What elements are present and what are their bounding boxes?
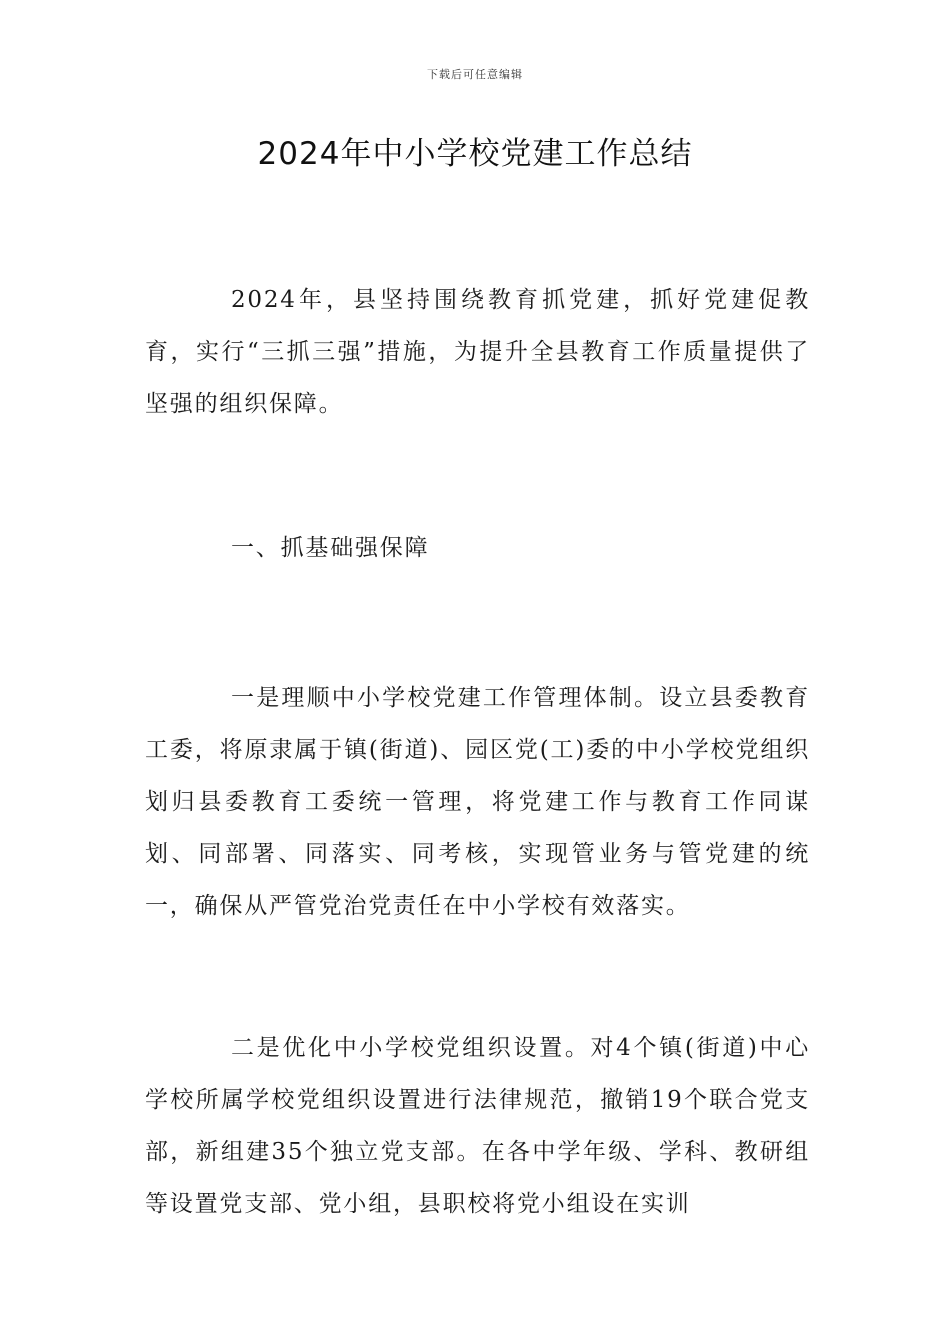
body-paragraph-1: 一是理顺中小学校党建工作管理体制。设立县委教育工委，将原隶属于镇(街道)、园区党(工)委的中小学校党组织划归县委教育工委统一管理，将党建工作与教育工作同谋划、同部署、同落实、同考核，实现管业务与管党建的统一，确保从严管党治党责任在中小学校有效落实。 bbox=[145, 685, 810, 919]
intro-paragraph: 2024年，县坚持围绕教育抓党建，抓好党建促教育，实行“三抓三强”措施，为提升全县教育工作质量提供了坚强的组织保障。 bbox=[145, 287, 810, 417]
header-note: 下载后可任意编辑 bbox=[427, 68, 523, 81]
document-title: 2024年中小学校党建工作总结 bbox=[257, 136, 693, 172]
section-heading-1: 一、抓基础强保障 bbox=[231, 535, 430, 561]
body-paragraph-2: 二是优化中小学校党组织设置。对4个镇(街道)中心学校所属学校党组织设置进行法律规范，撤销19个联合党支部，新组建35个独立党支部。在各中学年级、学科、教研组等设置党支部、党小组，县职校将党小组设在实训 bbox=[145, 1035, 810, 1217]
